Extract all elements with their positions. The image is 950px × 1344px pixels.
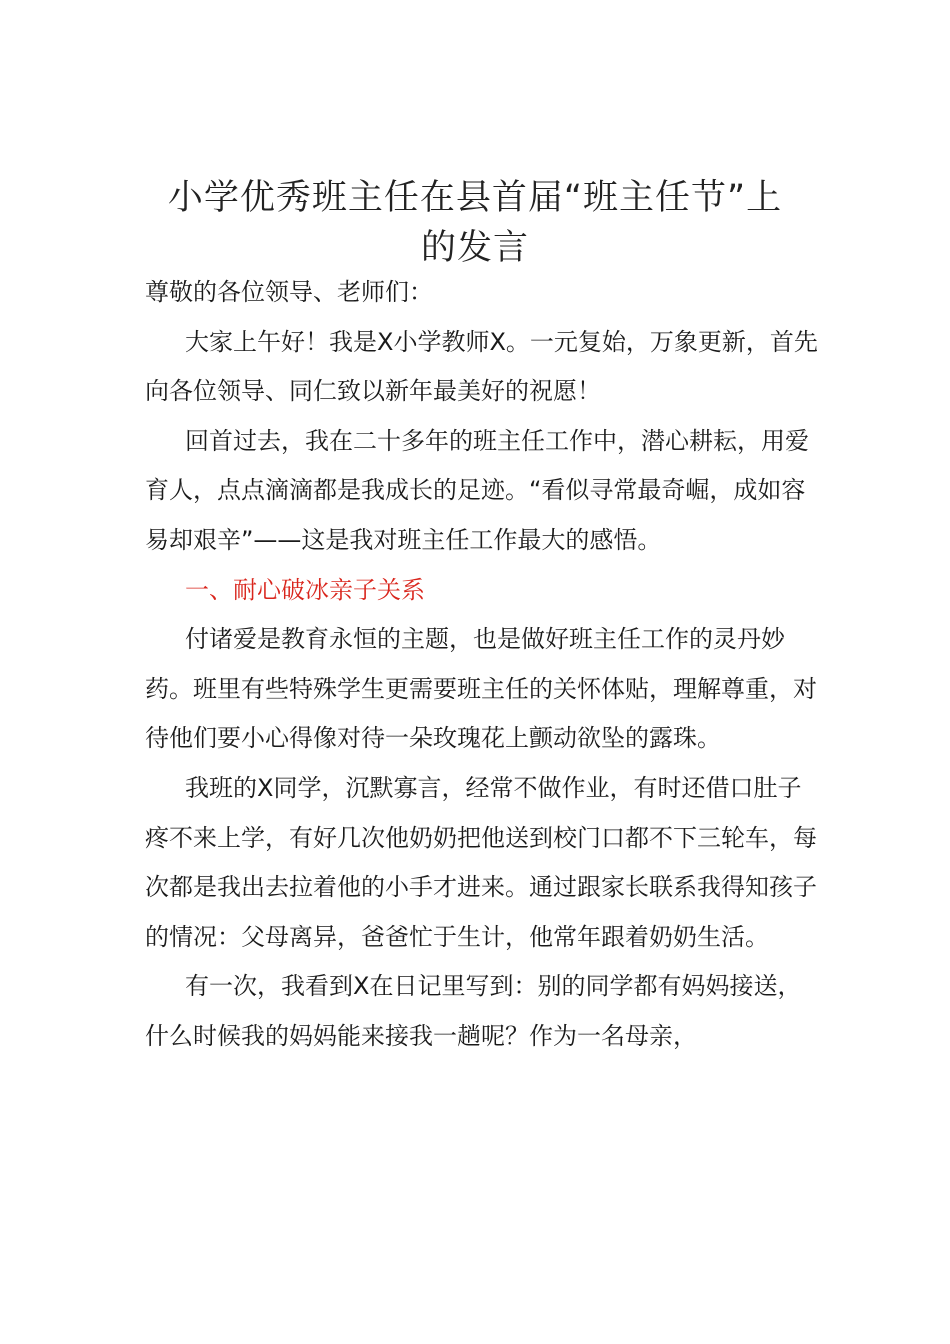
paragraph-diary: 有一次，我看到X在日记里写到：别的同学都有妈妈接送，什么时候我的妈妈能来接我一趟呢？作为一名母亲， [145, 972, 802, 1050]
paragraph-greeting: 大家上午好！我是X小学教师X。一元复始，万象更新，首先向各位领导、同仁致以新年最美好的祝愿！ [145, 327, 818, 406]
document-title: 小学优秀班主任在县首届“班主任节”上的发言 [167, 178, 783, 269]
paragraph-student-case: 我班的X同学，沉默寡言，经常不做作业，有时还借口肚子疼不来上学，有好几次他奶奶把他送到校门口都不下三轮车，每次都是我出去拉着他的小手才进来。通过跟家长联系我得知孩子的情况：父母离异，爸爸忙于生计，他常年跟着奶奶生活。 [145, 773, 817, 951]
salutation: 尊敬的各位领导、老师们： [145, 278, 433, 306]
paragraph-reflection: 回首过去，我在二十多年的班主任工作中，潜心耕耘，用爱育人，点点滴滴都是我成长的足迹。“看似寻常最奇崛，成如容易却艰辛”——这是我对班主任工作最大的感悟。 [145, 426, 809, 554]
section-heading: 一、耐心破冰亲子关系 [185, 575, 425, 604]
paragraph-love-education: 付诸爱是教育永恒的主题，也是做好班主任工作的灵丹妙药。班里有些特殊学生更需要班主任的关怀体贴，理解尊重，对待他们要小心得像对待一朵玫瑰花上颤动欲坠的露珠。 [145, 625, 817, 753]
document-body [145, 268, 825, 1062]
